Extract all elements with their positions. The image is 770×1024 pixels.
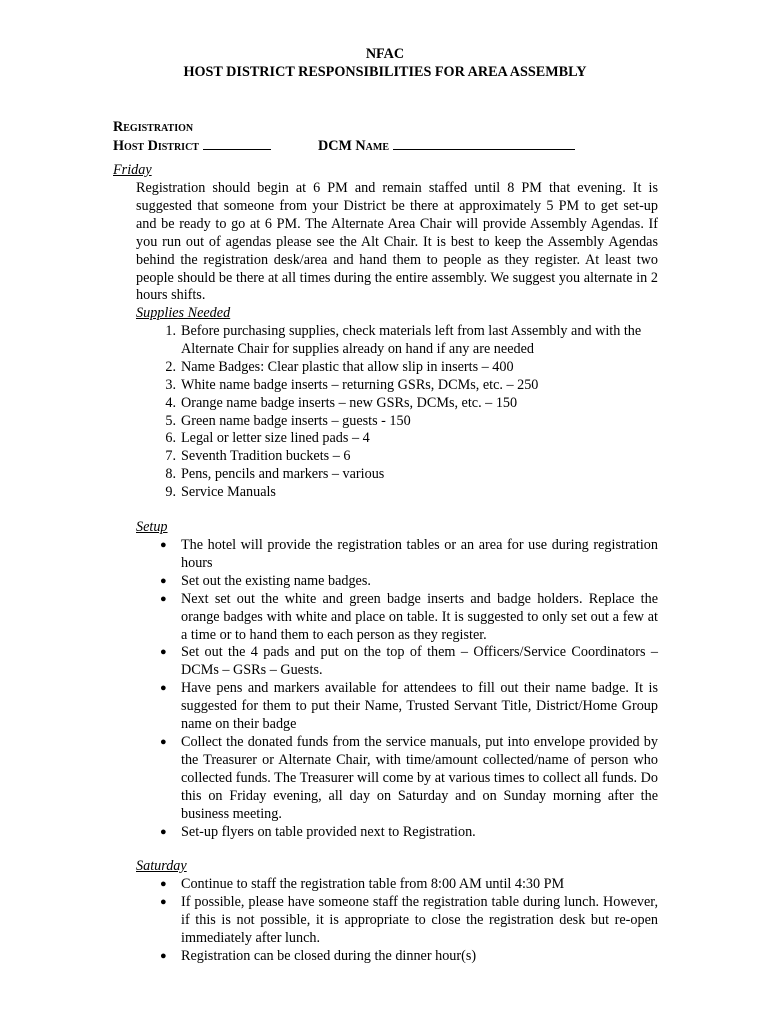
item-text: Set out the 4 pads and put on the top of them – Officers/Service Coordinators – DCMs – GSRs – Guests. (181, 644, 658, 679)
bullet-icon: ● (160, 878, 167, 890)
item-text: Service Manuals (181, 484, 276, 501)
setup-list (136, 537, 658, 841)
bullet-icon: ● (160, 539, 167, 551)
dcm-name-label: DCM Name (318, 138, 390, 154)
list-item (136, 537, 658, 573)
list-item (136, 430, 658, 448)
bullet-icon: ● (160, 574, 167, 587)
list-item (136, 644, 658, 680)
item-text: Orange name badge inserts – new GSRs, DCMs, etc. – 150 (181, 394, 518, 411)
list-item (136, 377, 658, 395)
item-number: 2. (165, 358, 176, 375)
item-text: Continue to staff the registration table from 8:00 AM until 4:30 PM (181, 876, 565, 892)
item-text: Set out the existing name badges. (181, 572, 371, 589)
item-number: 9. (165, 484, 176, 501)
friday-heading: Friday (113, 162, 152, 178)
list-item (136, 413, 658, 431)
dcm-name-field (318, 137, 575, 156)
item-text: The hotel will provide the registration tables or an area for use during registration hours (181, 537, 658, 571)
item-text: If possible, please have someone staff the registration table during lunch. However, if this is not possible, it is appropriate to close the registration desk but re-open immediately after lunch. (181, 893, 658, 946)
item-number: 8. (165, 466, 176, 483)
item-text: Have pens and markers available for attendees to fill out their name badge. It is suggested for them to put their Name, Trusted Servant Title, District/Home Group name on their badge (181, 680, 658, 733)
item-number: 1. (165, 323, 176, 339)
list-item (136, 448, 658, 466)
list-item (136, 824, 658, 842)
item-text: Next set out the white and green badge inserts and badge holders. Replace the orange badges with white and place on table. It is suggested to only set out a few at a time or to hand them to each person as they register. (181, 590, 658, 643)
bullet-icon: ● (160, 949, 167, 962)
document-title: HOST DISTRICT RESPONSIBILITIES FOR AREA ASSEMBLY (183, 64, 587, 80)
item-text: Legal or letter size lined pads – 4 (181, 430, 370, 447)
document-org-title: NFAC (365, 46, 405, 62)
item-number: 3. (165, 376, 176, 393)
dcm-name-blank (393, 137, 575, 150)
list-item (136, 466, 658, 484)
list-item (136, 323, 658, 359)
bullet-icon: ● (160, 735, 167, 748)
setup-heading: Setup (136, 519, 168, 535)
bullet-icon: ● (160, 825, 167, 838)
item-text: Before purchasing supplies, check materials left from last Assembly and with the Alternate Chair for supplies already on hand if any are needed (181, 323, 642, 357)
item-text: Collect the donated funds from the service manuals, put into envelope provided by the Treasurer or Alternate Chair, with time/amount collected/name of person who collected funds. The Treasurer will come by at various times to collect all funds. Do this on Friday evening, all day on Saturday and on Sunday morning after the business meeting. (181, 733, 658, 822)
bullet-icon: ● (160, 682, 167, 695)
list-item (136, 484, 658, 502)
list-item (136, 734, 658, 824)
saturday-list (136, 876, 658, 966)
item-number: 4. (165, 394, 176, 411)
item-text: Pens, pencils and markers – various (181, 466, 385, 483)
list-item (136, 948, 658, 966)
list-item (136, 573, 658, 591)
item-number: 7. (165, 448, 176, 465)
friday-paragraph: Registration should begin at 6 PM and remain staffed until 8 PM that evening. It is suggested that someone from your District be there at approximately 5 PM to get set-up and be ready to go at 6 PM. The Alternate Area Chair will provide Assembly Agendas. If you run out of agendas please see the Alt Chair. It is best to keep the Assembly Agendas behind the registration desk/area and hand them to people as they register. At least two people should be there at all times during the entire assembly. We suggest you alternate in 2 hours shifts. (136, 180, 658, 304)
item-number: 5. (165, 412, 176, 429)
item-text: Set-up flyers on table provided next to Registration. (181, 823, 476, 840)
list-item (136, 894, 658, 948)
host-district-blank (203, 137, 271, 150)
registration-label: Registration (113, 119, 194, 135)
item-text: Name Badges: Clear plastic that allow slip in inserts – 400 (181, 358, 514, 375)
item-text: Seventh Tradition buckets – 6 (181, 448, 351, 465)
item-text: Registration can be closed during the dinner hour(s) (181, 947, 477, 964)
list-item (136, 395, 658, 413)
supplies-heading: Supplies Needed (136, 305, 231, 321)
item-text: White name badge inserts – returning GSRs, DCMs, etc. – 250 (181, 376, 539, 393)
list-item (136, 359, 658, 377)
item-number: 6. (165, 430, 176, 447)
bullet-icon: ● (160, 592, 167, 605)
bullet-icon: ● (160, 646, 167, 659)
list-item (136, 591, 658, 645)
item-text: Green name badge inserts – guests - 150 (181, 412, 411, 429)
host-district-label: Host District (113, 138, 199, 154)
supplies-list (136, 323, 658, 502)
list-item (136, 680, 658, 734)
list-item (136, 876, 658, 894)
bullet-icon: ● (160, 895, 167, 908)
saturday-heading: Saturday (136, 858, 187, 874)
